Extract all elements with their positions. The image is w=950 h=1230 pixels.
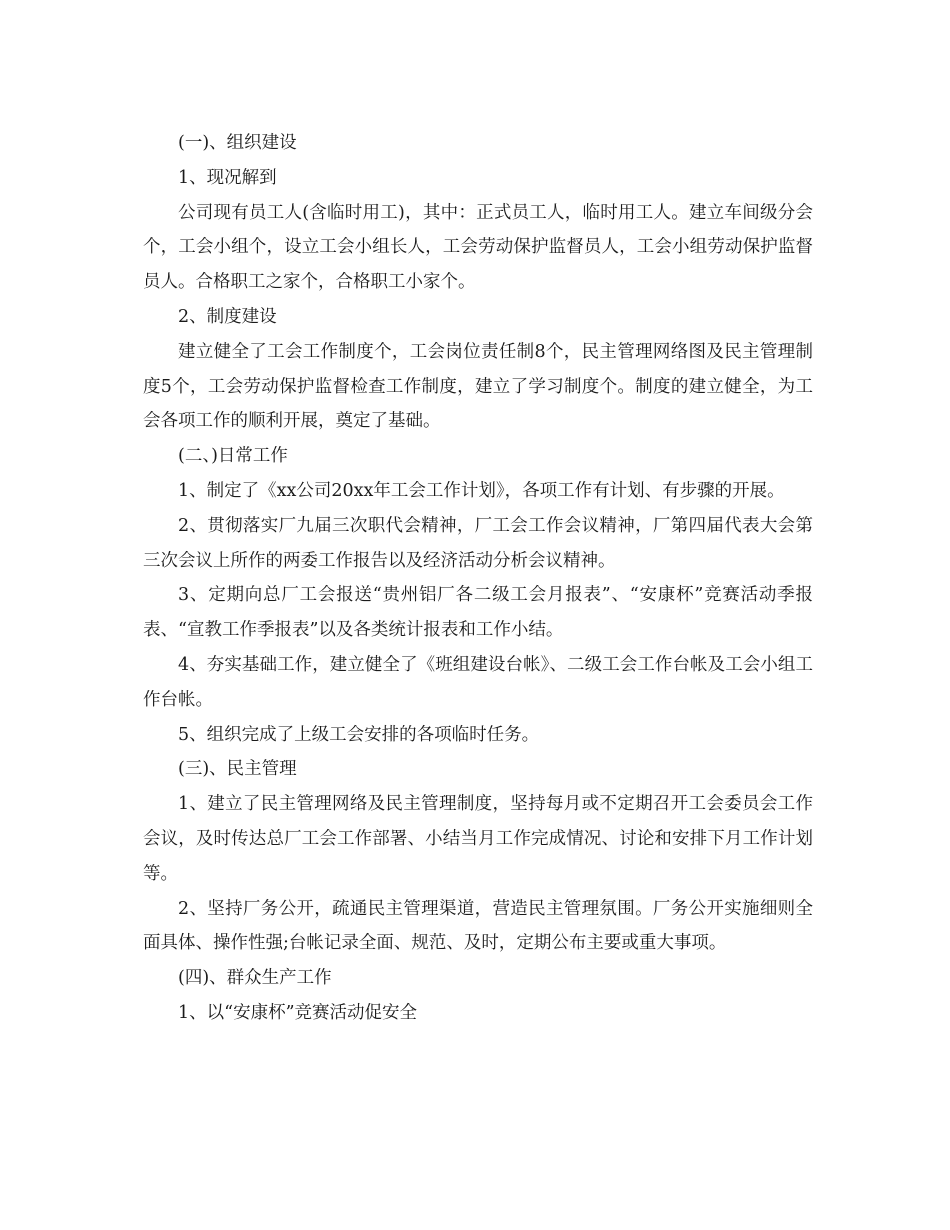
paragraph-daily-4: 4、夯实基础工作，建立健全了《班组建设台帐》、二级工会工作台帐及工会小组工作台帐。 — [143, 654, 813, 710]
paragraph-systems: 建立健全了工会工作制度个，工会岗位责任制8个，民主管理网络图及民主管理制度5个，工会劳动保护监督检查工作制度，建立了学习制度个。制度的建立健全，为工会各项工作的顺利开展，奠定了基础。 — [143, 341, 813, 432]
paragraph-democratic-1: 1、建立了民主管理网络及民主管理制度，坚持每月或不定期召开工会委员会工作会议，及时传达总厂工会工作部署、小结当月工作完成情况、讨论和安排下月工作计划等。 — [143, 794, 813, 884]
section-heading-daily-work: (二、)日常工作 — [178, 446, 288, 467]
section-heading-organization: (一)、组织建设 — [178, 133, 297, 153]
section-heading-democratic-management: (三)、民主管理 — [178, 759, 297, 780]
paragraph-daily-5: 5、组织完成了上级工会安排的各项临时任务。 — [178, 724, 540, 745]
paragraph-daily-3: 3、定期向总厂工会报送“贵州铝厂各二级工会月报表”、“安康杯”竞赛活动季报表、“宣教工作季报表”以及各类统计报表和工作小结。 — [143, 585, 813, 641]
subheading-system-building: 2、制度建设 — [178, 306, 277, 327]
document-body — [143, 126, 813, 1031]
paragraph-staff: 公司现有员工人(含临时用工)，其中：正式员工人，临时用工人。建立车间级分会个，工会小组个，设立工会小组长人，工会劳动保护监督员人，工会小组劳动保护监督员人。合格职工之家个，合格职工小家个。 — [143, 202, 813, 293]
paragraph-production-1: 1、以“安康杯”竞赛活动促安全 — [178, 1002, 418, 1023]
subheading-status: 1、现况解到 — [178, 167, 277, 188]
paragraph-daily-1: 1、制定了《xx公司20xx年工会工作计划》，各项工作有计划、有步骤的开展。 — [178, 480, 785, 501]
paragraph-democratic-2: 2、坚持厂务公开，疏通民主管理渠道，营造民主管理氛围。厂务公开实施细则全面具体、操作性强;台帐记录全面、规范、及时，定期公布主要或重大事项。 — [143, 898, 813, 954]
paragraph-daily-2: 2、贯彻落实厂九届三次职代会精神，厂工会工作会议精神，厂第四届代表大会第三次会议上所作的两委工作报告以及经济活动分析会议精神。 — [143, 515, 813, 571]
section-heading-production: (四)、群众生产工作 — [178, 968, 332, 989]
